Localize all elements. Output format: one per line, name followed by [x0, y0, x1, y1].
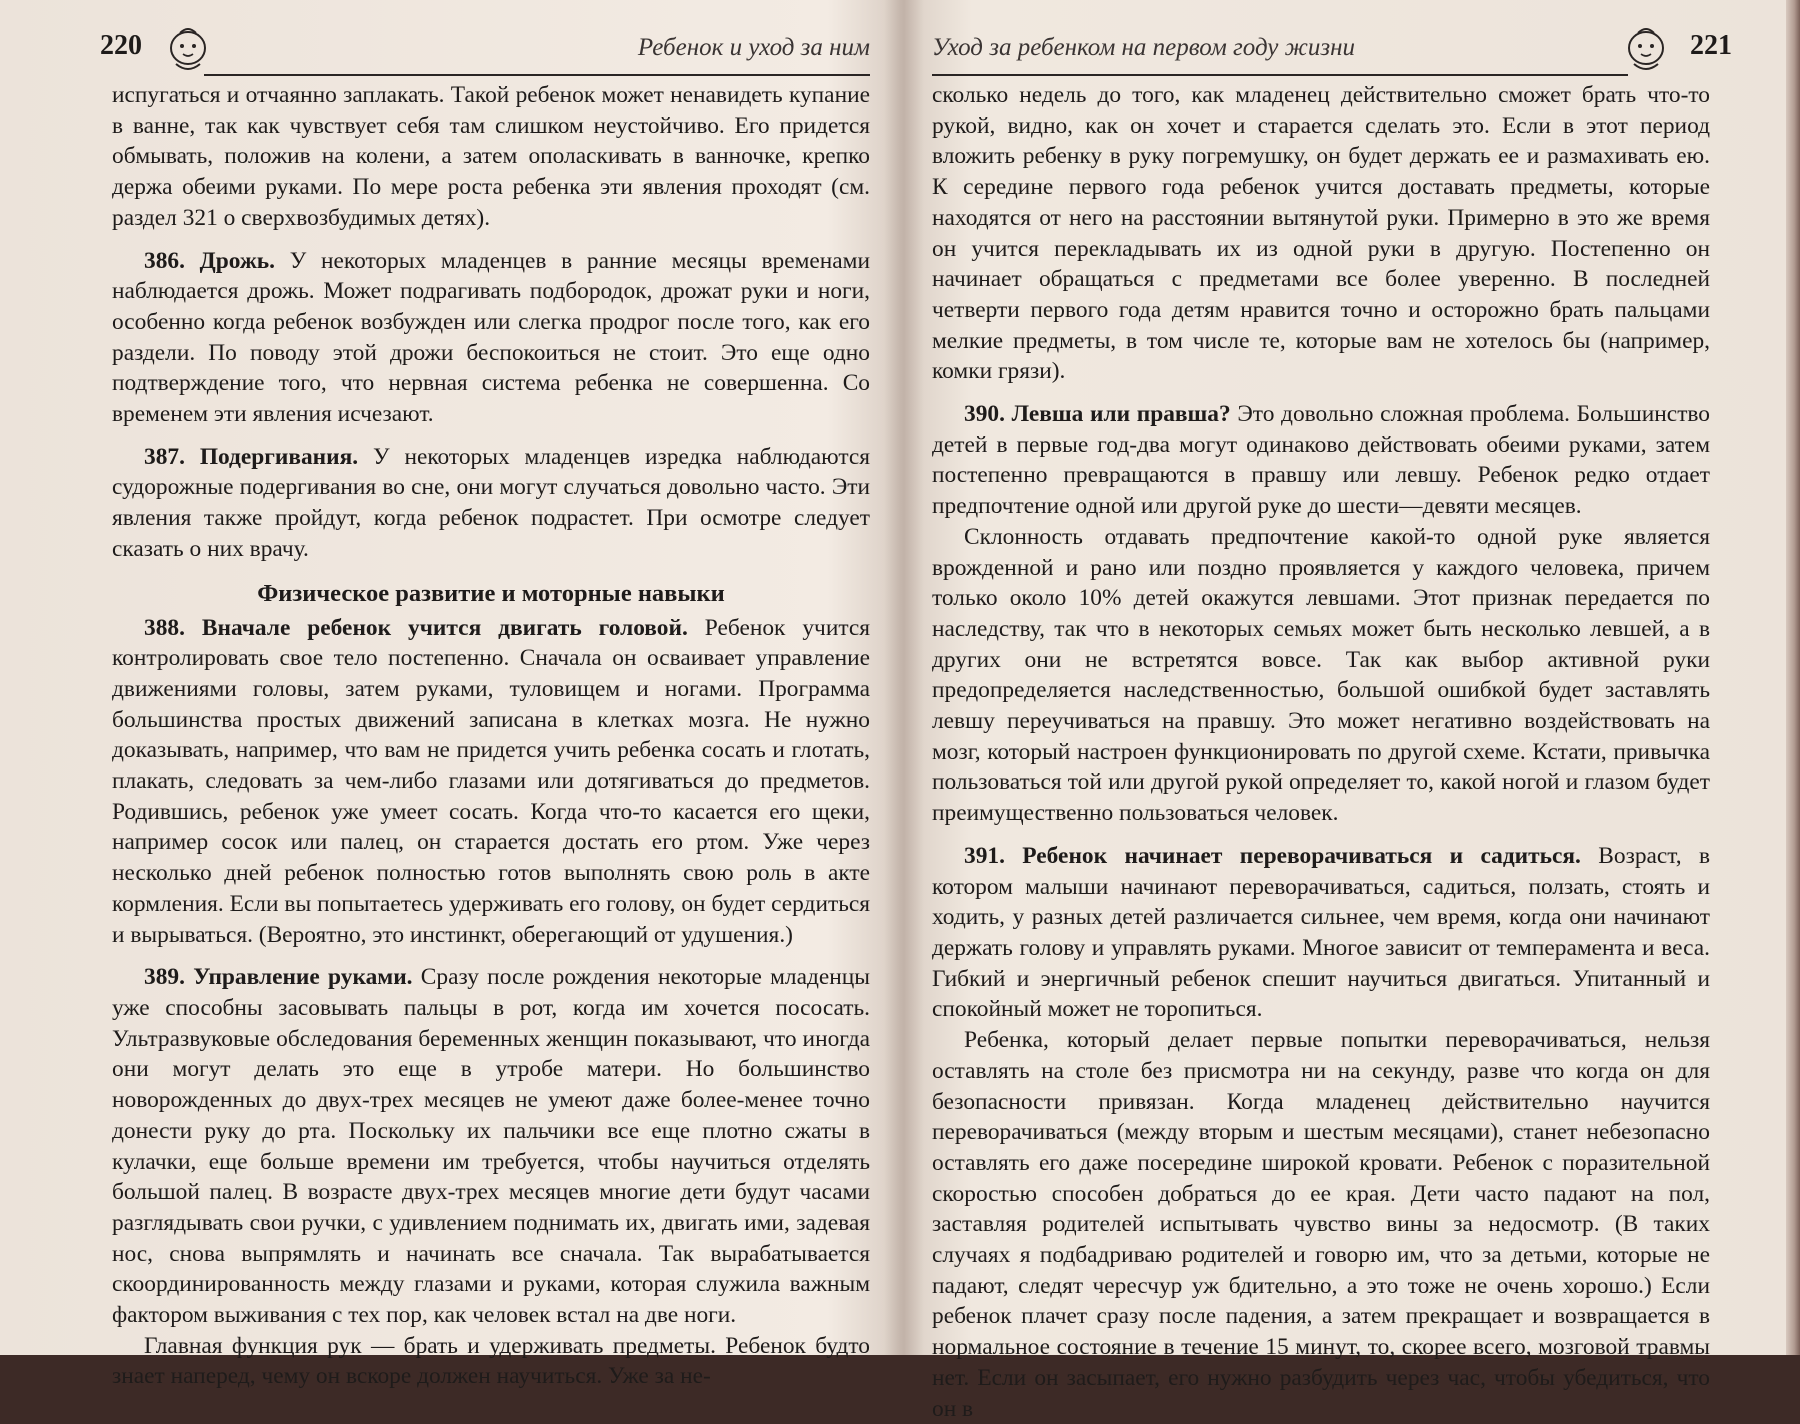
running-head: Ребенок и уход за ним: [637, 34, 870, 61]
right-page-header: [932, 24, 1732, 76]
paragraph: [112, 442, 870, 565]
paragraph: [932, 399, 1710, 522]
right-page: [910, 0, 1790, 1422]
paragraph-text: Главная функция рук — брать и удерживать предметы. Ребенок будто знает наперед, чему он вскоре должен научиться. Уже за не-: [112, 1332, 870, 1390]
paragraph: [932, 522, 1710, 829]
header-rule: [204, 74, 870, 76]
paragraph-text: сколько недель до того, как младенец действительно сможет брать что-то рукой, видно, как он хочет и старается сделать это. Если в этот период вложить ребенку в руку погремушку, он будет держать ее и размахивать ею. К середине первого года ребенок учится доставать предметы, которые находятся от него на расстоянии вытянутой руки. Примерно в это же время он учится перекладывать их из одной руки в другую. Постепенно он начинает обращаться с предметами все более уверенно. В последней четверти первого года детям нравится точно и осторожно брать пальцами мелкие предметы, в том числе те, которые вам не хотелось бы (например, комки грязи).: [932, 82, 1710, 385]
right-page-body: [932, 80, 1710, 1424]
header-rule: [932, 74, 1628, 76]
paragraph-text: Ребенок учится контролировать свое тело постепенно. Сначала он осваивает управление движениями головы, затем руками, туловищем и ногами. Программа большинства простых движений записана в клетках мозга. Не нужно доказывать, например, что вам не придется учить ребенка сосать и глотать, плакать, следовать за чем-либо глазами или дотягиваться до предметов. Родившись, ребенок уже умеет сосать. Когда что-то касается его щеки, например сосок или палец, он старается достать его ртом. Уже через несколько дней ребенок полностью готов выполнять свою роль в акте кормления. Если вы попытаетесь удерживать его голову, он будет сердиться и вырываться. (Вероятно, это инстинкт, оберегающий от удушения.): [112, 614, 870, 948]
left-page: [0, 0, 890, 1390]
page-number: 220: [100, 30, 142, 61]
running-head: Уход за ребенком на первом году жизни: [932, 34, 1356, 61]
paragraph-text: Склонность отдавать предпочтение какой-то одной руке является врожденной и рано или поздно проявляется у каждого человека, причем только около 10% детей окажутся левшами. Этот признак передается по наследству, так что в некоторых семьях может быть несколько левшей, а в других они не встретятся вовсе. Так как выбор активной руки предопределяется наследственностью, большой ошибкой будет заставлять левшу переучиваться на правшу. Это может негативно воздействовать на мозг, который настроен функционировать по другой схеме. Кстати, привычка пользоваться той или другой рукой определяет то, какой ногой и глазом будет преимущественно пользоваться человек.: [932, 523, 1710, 827]
paragraph-text: Сразу после рождения некоторые младенцы уже способны засовывать пальцы в рот, когда им хочется пососать. Ультразвуковые обследования беременных женщин показывают, что иногда они могут делать это еще в утробе матери. Но большинство новорожденных до двух-трех месяцев не умеют даже более-менее точно донести руку до рта. Поскольку их пальчики все еще плотно сжаты в кулачки, еще больше времени им требуется, чтобы научиться отделять большой палец. В возрасте двух-трех месяцев многие дети будут часами разглядывать свои ручки, с удивлением поднимать их, двигать ими, задевая нос, снова выпрямлять и начинать все сначала. Так вырабатывается скоординированность между глазами и руками, которая служила важным фактором выживания с тех пор, как человек встал на две ноги.: [112, 964, 870, 1329]
paragraph-heading: 387. Подергивания.: [144, 443, 359, 470]
paragraph: [112, 1331, 870, 1392]
baby-face-icon: [1618, 24, 1674, 76]
paragraph: [932, 1025, 1710, 1424]
section-title: Физическое развитие и моторные навыки: [257, 579, 725, 607]
page-number: 221: [1690, 30, 1732, 61]
paragraph: [932, 80, 1710, 387]
paragraph: [932, 841, 1710, 1025]
paragraph-heading: 391. Ребенок начинает переворачиваться и садиться.: [964, 842, 1581, 869]
left-page-body: [112, 80, 870, 1392]
paragraph-text: Ребенка, который делает первые попытки переворачиваться, нельзя оставлять на столе без присмотра ни на секунду, разве что когда он для безопасности привязан. Когда младенец действительно научится переворачиваться (между вторым и шестым месяцами), станет небезопасно оставлять его даже посередине широкой кровати. Ребенок с поразительной скоростью способен добраться до ее края. Дети часто падают на пол, заставляя родителей испытывать чувство вины за недосмотр. (В таких случаях я подбадриваю родителей и говорю им, что за детьми, которые не падают, следят чересчур уж бдительно, а это тоже не очень хорошо.) Если ребенок плачет сразу после падения, а затем прекращает и возвращается в нормальное состояние в течение 15 минут, то, скорее всего, мозговой травмы нет. Если он засыпает, его нужно разбудить через час, чтобы убедиться, что он в: [932, 1027, 1710, 1422]
paragraph-text: Это довольно сложная проблема. Большинство детей в первые год-два могут одинаково действовать обеими руками, затем постепенно превращаются в правшу или левшу. Ребенок редко отдает предпочтение одной или другой руке до шести—девяти месяцев.: [932, 401, 1710, 520]
paragraph-heading: 390. Левша или правша?: [964, 401, 1231, 428]
baby-face-icon: [160, 24, 216, 76]
paragraph: [112, 613, 870, 951]
paragraph: [112, 246, 870, 430]
paragraph-text: испугаться и отчаянно заплакать. Такой ребенок может ненавидеть купание в ванне, так как чувствует себя там слишком неустойчиво. Его придется обмывать, положив на колени, а затем ополаскивать в ванночке, крепко держа обеими руками. По мере роста ребенка эти явления проходят (см. раздел 321 о сверхвозбудимых детях).: [112, 82, 870, 231]
paragraph: [112, 80, 870, 234]
paragraph-heading: 388. Вначале ребенок учится двигать головой.: [144, 614, 688, 641]
paragraph-heading: 389. Управление руками.: [144, 964, 413, 991]
paragraph-heading: 386. Дрожь.: [144, 247, 276, 274]
left-page-header: [100, 24, 870, 76]
paragraph-text: Возраст, в котором малыши начинают переворачиваться, садиться, ползать, стоять и ходить, у разных детей различается сильнее, чем время, когда они начинают держать голову и управлять руками. Многое зависит от темперамента и веса. Гибкий и энергичный ребенок спешит научиться двигаться. Упитанный и спокойный может не торопиться.: [932, 842, 1711, 1023]
paragraph: [112, 962, 870, 1330]
paragraph-text: У некоторых младенцев в ранние месяцы временами наблюдается дрожь. Может подрагивать подбородок, дрожат руки и ноги, особенно когда ребенок возбужден или слегка продрог после того, как его раздели. По поводу этой дрожи беспокоиться не стоит. Это еще одно подтверждение того, что нервная система ребенка не совершенна. Со временем эти явления исчезают.: [112, 247, 870, 428]
paragraph-text: У некоторых младенцев изредка наблюдаются судорожные подергивания во сне, они могут случаться довольно часто. Эти явления также пройдут, когда ребенок подрастет. При осмотре следует сказать о них врачу.: [112, 443, 870, 562]
